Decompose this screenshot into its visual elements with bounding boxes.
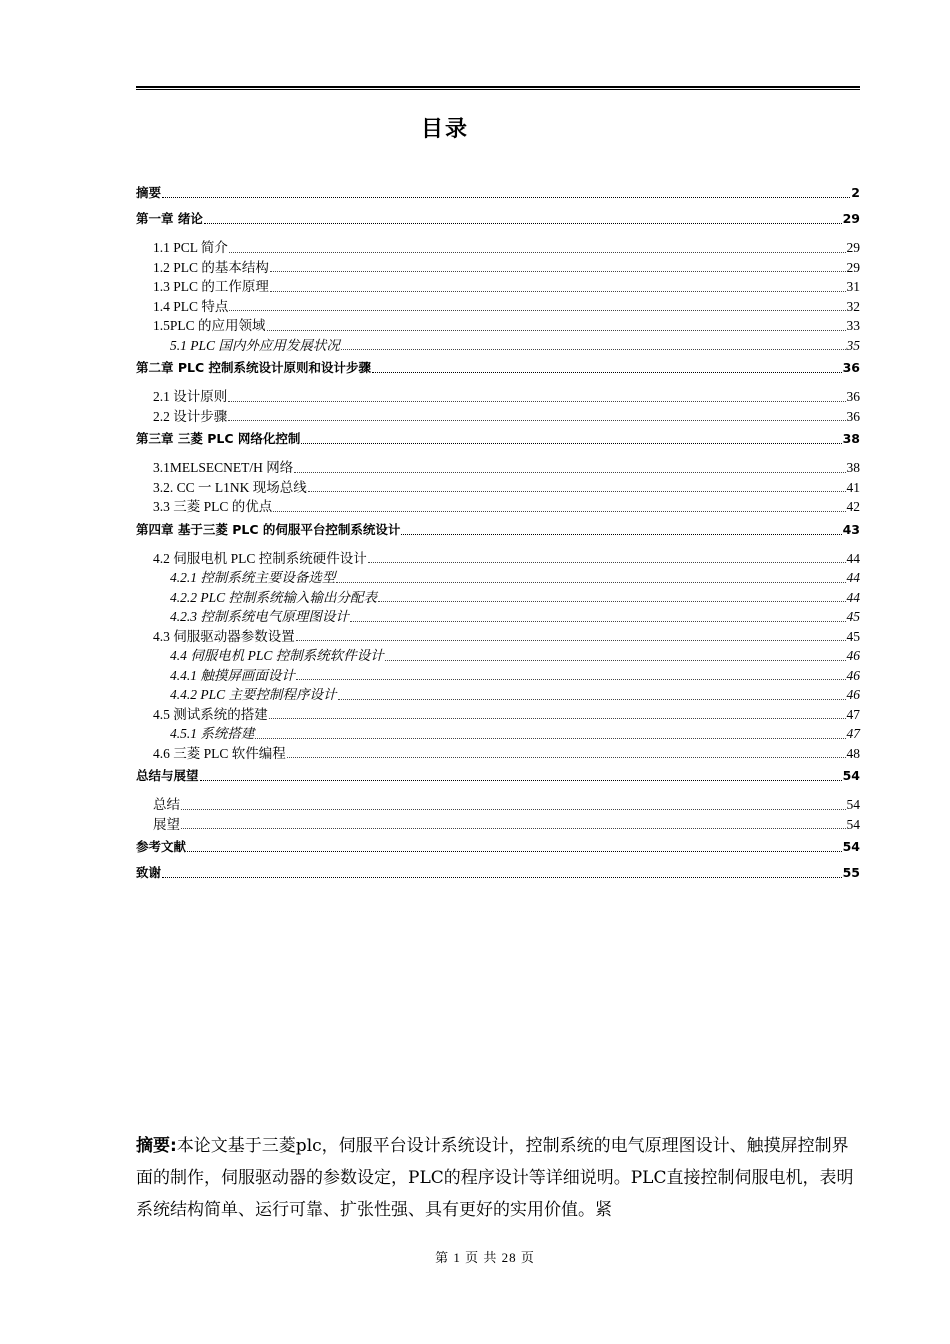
toc-entry-title: 5.1 PLC 国内外应用发展状况: [170, 337, 340, 353]
toc-dot-leader: [255, 738, 845, 739]
toc-entry-page: 54: [846, 797, 860, 812]
toc-entry[interactable]: [136, 549, 860, 569]
toc-entry-page: 29: [842, 211, 860, 226]
table-of-contents: [136, 180, 860, 886]
toc-entry[interactable]: [136, 478, 860, 498]
toc-entry[interactable]: [136, 568, 860, 588]
toc-entry-title: 第二章 PLC 控制系统设计原则和设计步骤: [136, 360, 372, 375]
toc-entry-title: 3.1MELSECNET/H 网络: [153, 460, 294, 475]
toc-entry[interactable]: [136, 744, 860, 764]
toc-entry[interactable]: [136, 238, 860, 258]
toc-entry-page: 41: [846, 479, 860, 495]
toc-entry-page: 38: [842, 431, 860, 446]
toc-entry-title: 第三章 三菱 PLC 网络化控制: [136, 431, 301, 446]
toc-entry[interactable]: [136, 387, 860, 407]
toc-dot-leader: [273, 511, 845, 512]
page-footer: 第 1 页 共 28 页: [435, 1250, 535, 1265]
toc-entry[interactable]: [136, 834, 860, 860]
toc-entry-title: 3.3 三菱 PLC 的优点: [153, 499, 273, 514]
toc-dot-leader: [301, 443, 841, 444]
toc-dot-leader: [350, 621, 846, 622]
toc-entry[interactable]: [136, 763, 860, 789]
toc-dot-leader: [187, 851, 842, 852]
abstract-text: 本论文基于三菱plc，伺服平台设计系统设计，控制系统的电气原理图设计、触摸屏控制界面的制作，伺服驱动器的参数设定，PLC的程序设计等详细说明。PLC直接控制伺服电机，表明系统结构简单、运行可靠、扩张性强、具有更好的实用价值。紧: [136, 1136, 854, 1220]
toc-entry[interactable]: [136, 685, 860, 705]
toc-entry-title: 1.3 PLC 的工作原理: [153, 279, 269, 294]
toc-entry[interactable]: [136, 180, 860, 206]
toc-dot-leader: [228, 401, 845, 402]
toc-entry-title: 1.1 PCL 简介: [153, 240, 228, 255]
toc-entry-page: 29: [846, 259, 860, 275]
toc-dot-leader: [336, 582, 845, 583]
toc-entry-title: 展望: [153, 816, 180, 832]
abstract-label: 摘要:: [136, 1136, 177, 1156]
toc-entry-page: 36: [846, 408, 860, 424]
toc-entry[interactable]: [136, 705, 860, 725]
toc-entry[interactable]: [136, 336, 860, 356]
toc-dot-leader: [181, 828, 846, 829]
toc-entry-page: 44: [846, 589, 860, 605]
toc-dot-leader: [267, 330, 846, 331]
toc-entry[interactable]: [136, 258, 860, 278]
toc-entry-page: 45: [846, 609, 860, 624]
toc-entry-title: 4.2 伺服电机 PLC 控制系统硬件设计: [153, 550, 367, 566]
toc-entry-title: 4.4.1 触摸屏画面设计: [170, 667, 295, 683]
toc-entry-page: 44: [846, 550, 860, 566]
toc-entry-title: 参考文献: [136, 839, 187, 854]
toc-entry[interactable]: [136, 458, 860, 478]
toc-entry-title: 1.4 PLC 特点: [153, 298, 229, 314]
toc-entry[interactable]: [136, 517, 860, 543]
toc-entry-title: 4.6 三菱 PLC 软件编程: [153, 745, 286, 761]
toc-entry-page: 48: [846, 745, 860, 761]
toc-dot-leader: [204, 223, 842, 224]
page-title: 目录: [420, 117, 469, 142]
toc-entry-page: 2: [851, 185, 860, 200]
toc-entry-page: 32: [846, 298, 860, 314]
toc-dot-leader: [162, 877, 842, 878]
toc-dot-leader: [378, 601, 845, 602]
toc-entry-page: 47: [846, 706, 860, 722]
toc-dot-leader: [296, 679, 846, 680]
toc-entry-title: 致谢: [136, 865, 162, 880]
toc-entry-page: 47: [846, 726, 860, 741]
toc-dot-leader: [385, 660, 846, 661]
toc-entry[interactable]: [136, 815, 860, 835]
toc-dot-leader: [287, 757, 846, 758]
toc-entry-title: 4.3 伺服驱动器参数设置: [153, 628, 295, 644]
toc-entry-title: 4.4.2 PLC 主要控制程序设计: [170, 687, 337, 702]
toc-dot-leader: [296, 640, 846, 641]
toc-dot-leader: [372, 372, 842, 373]
toc-entry[interactable]: [136, 646, 860, 666]
toc-entry[interactable]: [136, 860, 860, 886]
toc-entry-title: 第一章 绪论: [136, 211, 203, 226]
toc-entry-page: 36: [842, 360, 860, 375]
toc-entry-page: 46: [846, 687, 860, 702]
toc-dot-leader: [308, 491, 846, 492]
toc-entry-title: 4.2.2 PLC 控制系统输入输出分配表: [170, 589, 378, 605]
toc-dot-leader: [294, 472, 845, 473]
toc-entry-title: 4.2.1 控制系统主要设备选型: [170, 570, 336, 585]
toc-entry-page: 46: [846, 648, 860, 663]
toc-entry-title: 摘要: [136, 185, 162, 200]
toc-entry-title: 2.1 设计原则: [153, 389, 228, 404]
toc-entry[interactable]: [136, 795, 860, 815]
toc-entry-title: 4.4 伺服电机 PLC 控制系统软件设计: [170, 648, 384, 663]
toc-entry[interactable]: [136, 666, 860, 686]
toc-entry[interactable]: [136, 277, 860, 297]
toc-entry-title: 1.5PLC 的应用领域: [153, 318, 266, 333]
toc-dot-leader: [338, 699, 846, 700]
toc-dot-leader: [401, 534, 841, 535]
toc-entry-page: 55: [842, 865, 860, 880]
toc-entry-page: 42: [846, 499, 860, 514]
toc-entry-page: 38: [846, 460, 860, 475]
toc-dot-leader: [228, 420, 845, 421]
toc-entry-page: 43: [842, 521, 860, 537]
toc-dot-leader: [270, 291, 846, 292]
toc-entry[interactable]: [136, 355, 860, 381]
toc-dot-leader: [341, 349, 846, 350]
toc-entry-page: 54: [846, 816, 860, 832]
toc-entry-page: 36: [846, 389, 860, 404]
toc-entry[interactable]: [136, 497, 860, 517]
toc-entry-page: 35: [846, 337, 860, 353]
toc-entry[interactable]: [136, 588, 860, 608]
toc-entry[interactable]: [136, 407, 860, 427]
toc-entry-page: 31: [846, 279, 860, 294]
toc-entry-page: 44: [846, 570, 860, 585]
abstract-paragraph: [136, 1130, 860, 1226]
toc-entry[interactable]: [136, 607, 860, 627]
toc-dot-leader: [181, 809, 846, 810]
toc-entry-page: 54: [842, 768, 860, 783]
toc-dot-leader: [368, 562, 846, 563]
toc-entry-title: 4.5.1 系统搭建: [170, 726, 255, 741]
toc-dot-leader: [270, 271, 846, 272]
toc-dot-leader: [162, 197, 850, 198]
toc-entry-title: 第四章 基于三菱 PLC 的伺服平台控制系统设计: [136, 521, 401, 537]
toc-entry-page: 54: [842, 839, 860, 854]
toc-entry[interactable]: [136, 316, 860, 336]
toc-dot-leader: [229, 252, 846, 253]
toc-entry-title: 总结与展望: [136, 768, 199, 783]
toc-entry-title: 总结: [153, 797, 180, 812]
header-rule: [136, 86, 860, 90]
toc-entry-title: 3.2. CC 一 L1NK 现场总线: [153, 479, 307, 495]
toc-dot-leader: [229, 310, 845, 311]
toc-entry-title: 4.5 测试系统的搭建: [153, 706, 268, 722]
toc-entry-page: 29: [846, 240, 860, 255]
toc-entry[interactable]: [136, 297, 860, 317]
toc-dot-leader: [200, 780, 842, 781]
toc-entry-page: 46: [846, 667, 860, 683]
toc-entry-title: 1.2 PLC 的基本结构: [153, 259, 269, 275]
toc-entry[interactable]: [136, 206, 860, 232]
toc-entry-page: 33: [846, 318, 860, 333]
toc-dot-leader: [269, 718, 846, 719]
toc-entry-title: 2.2 设计步骤: [153, 408, 228, 424]
toc-entry[interactable]: [136, 426, 860, 452]
toc-entry-title: 4.2.3 控制系统电气原理图设计: [170, 609, 349, 624]
toc-entry-page: 45: [846, 628, 860, 644]
toc-entry[interactable]: [136, 724, 860, 744]
toc-entry[interactable]: [136, 627, 860, 647]
